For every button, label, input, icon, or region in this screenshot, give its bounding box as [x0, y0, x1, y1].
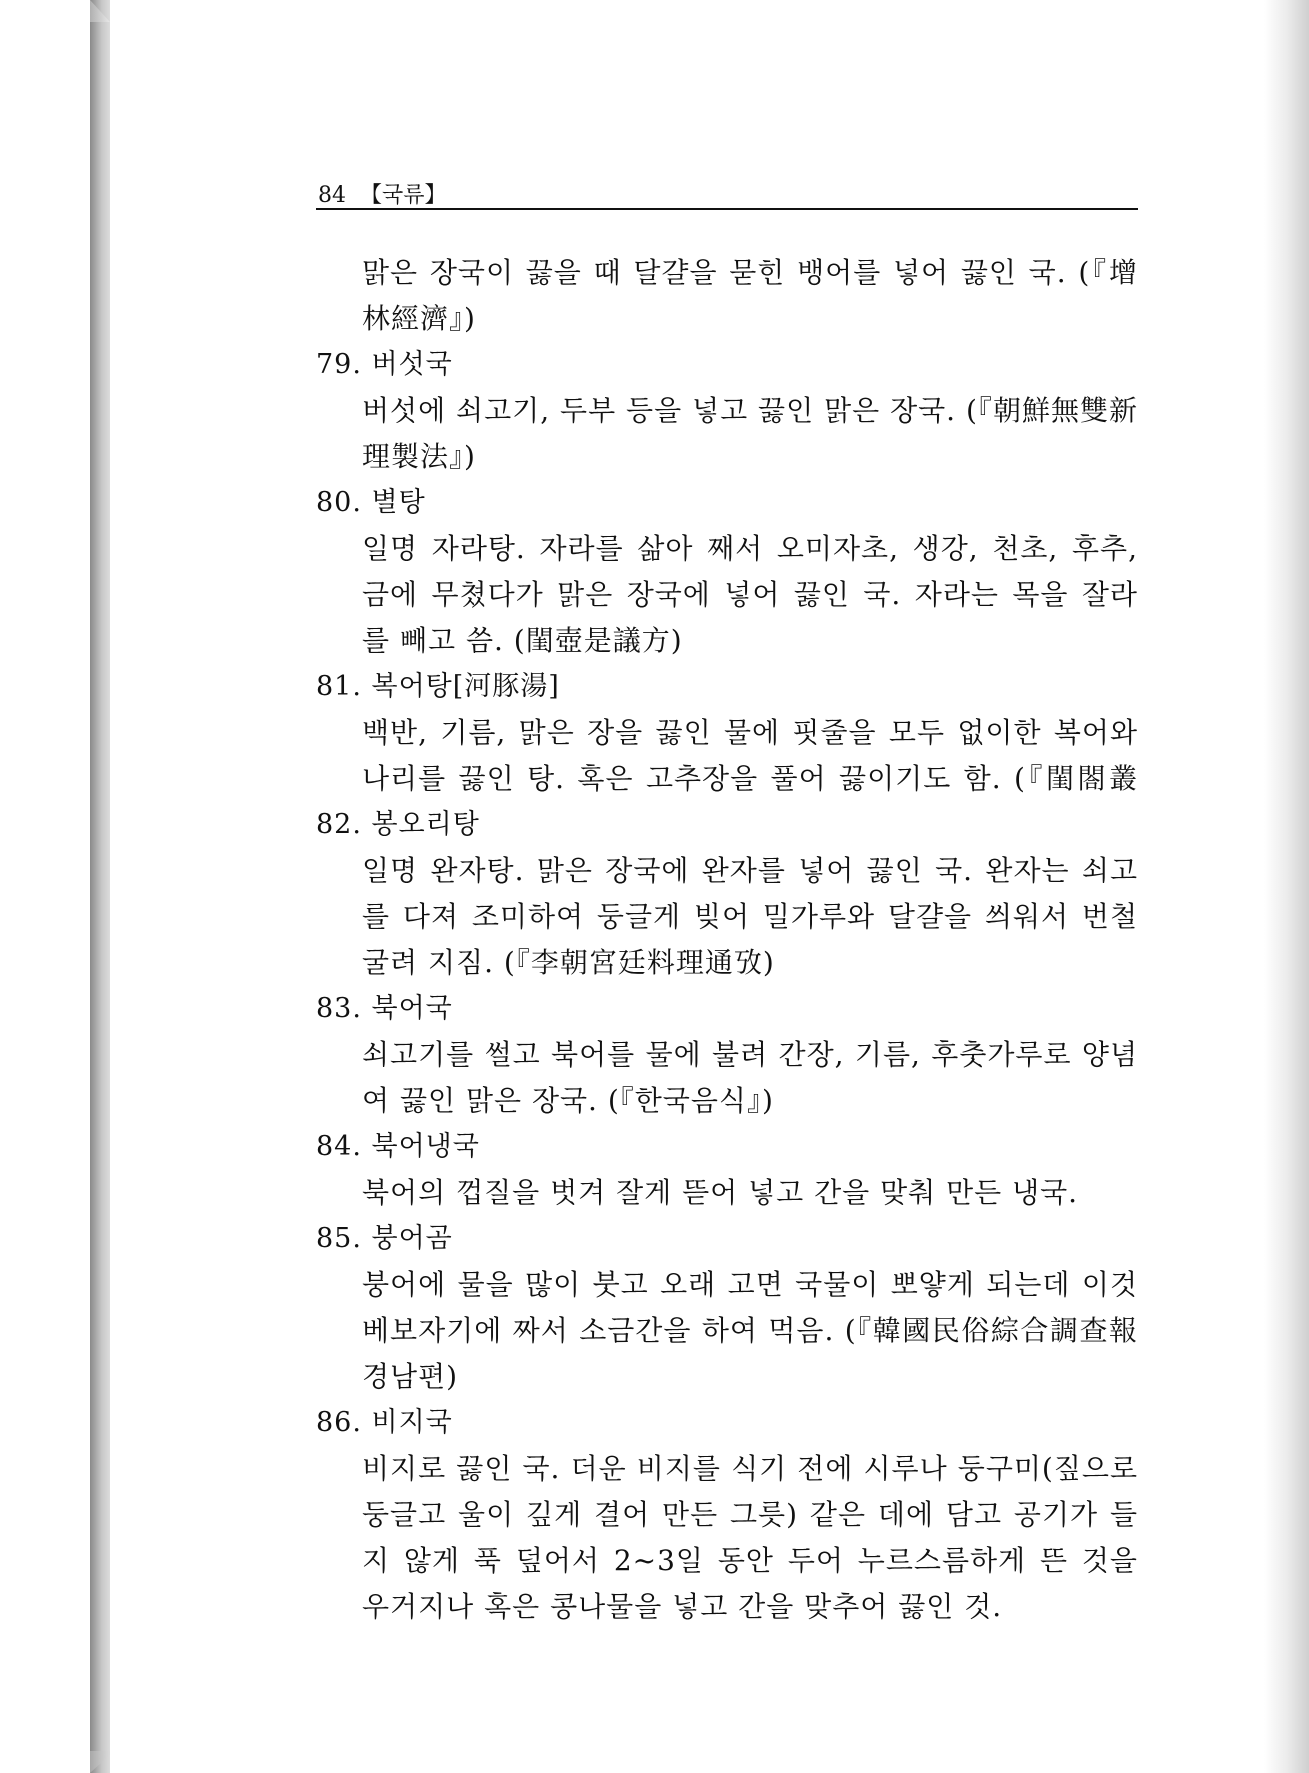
page-number: 84 — [318, 183, 346, 208]
body-text-line: 맑은 장국이 끓을 때 달걀을 묻힌 뱅어를 넣어 끓인 국. (『增 — [362, 256, 1138, 289]
body-text-line: 북어의 껍질을 벗겨 잘게 뜯어 넣고 간을 맞춰 만든 냉국. — [362, 1176, 1079, 1209]
body-text-line: 우거지나 혹은 콩나물을 넣고 간을 맞추어 끓인 것. — [362, 1590, 1003, 1623]
body-text-line: 理製法』) — [362, 440, 476, 473]
body-text-line: 를 다져 조미하여 둥글게 빚어 밀가루와 달걀을 씌워서 번철 — [362, 900, 1138, 933]
body-text-line: 林經濟』) — [362, 302, 476, 335]
body-text-line: 쇠고기를 썰고 북어를 물에 불려 간장, 기름, 후춧가루로 양념 — [362, 1038, 1138, 1071]
header-rule — [316, 208, 1138, 210]
body-text-line: 여 끓인 맑은 장국. (『한국음식』) — [362, 1084, 774, 1117]
body-text-line: 베보자기에 짜서 소금간을 하여 먹음. (『韓國民俗綜合調查報 — [362, 1314, 1138, 1347]
section-title: 【국류】 — [360, 183, 447, 208]
page-body — [316, 250, 1138, 1630]
body-text-line: 를 빼고 씀. (閨壺是議方) — [362, 624, 683, 657]
entry-heading: 79. 버섯국 — [316, 349, 453, 380]
body-text-line: 금에 무쳤다가 맑은 장국에 넣어 끓인 국. 자라는 목을 잘라 — [362, 578, 1138, 611]
entry-heading: 84. 북어냉국 — [316, 1131, 480, 1162]
entry-heading: 82. 봉오리탕 — [316, 809, 480, 840]
book-edge-shadow — [1264, 0, 1309, 1773]
body-text-line: 일명 완자탕. 맑은 장국에 완자를 넣어 끓인 국. 완자는 쇠고 — [362, 854, 1138, 887]
running-head — [318, 178, 447, 209]
body-text-line: 일명 자라탕. 자라를 삶아 째서 오미자초, 생강, 천초, 후추, — [362, 532, 1138, 565]
body-text-line: 백반, 기름, 맑은 장을 끓인 물에 핏줄을 모두 없이한 복어와 — [362, 716, 1138, 749]
entry-heading: 85. 붕어곰 — [316, 1223, 453, 1254]
body-text-line: 굴려 지짐. (『李朝宮廷料理通攷) — [362, 946, 775, 979]
body-text-line: 지 않게 푹 덮어서 2~3일 동안 두어 누르스름하게 뜬 것을 — [362, 1544, 1138, 1577]
body-text-line: 비지로 끓인 국. 더운 비지를 식기 전에 시루나 둥구미(짚으로 — [362, 1452, 1138, 1485]
body-text-line: 둥글고 울이 깊게 결어 만든 그릇) 같은 데에 담고 공기가 들 — [362, 1498, 1138, 1531]
body-text-line: 경남편) — [362, 1360, 459, 1393]
body-text-line: 버섯에 쇠고기, 두부 등을 넣고 끓인 맑은 장국. (『朝鮮無雙新 — [362, 394, 1138, 427]
entry-heading: 80. 별탕 — [316, 487, 426, 518]
entry-heading: 81. 복어탕[河豚湯] — [316, 671, 560, 702]
entry-heading: 83. 북어국 — [316, 993, 453, 1024]
body-text-line: 나리를 끓인 탕. 혹은 고추장을 풀어 끓이기도 함. (『閨閤叢 — [362, 762, 1138, 795]
body-text-line: 붕어에 물을 많이 붓고 오래 고면 국물이 뽀얗게 되는데 이것 — [362, 1268, 1138, 1301]
entry-heading: 86. 비지국 — [316, 1407, 453, 1438]
